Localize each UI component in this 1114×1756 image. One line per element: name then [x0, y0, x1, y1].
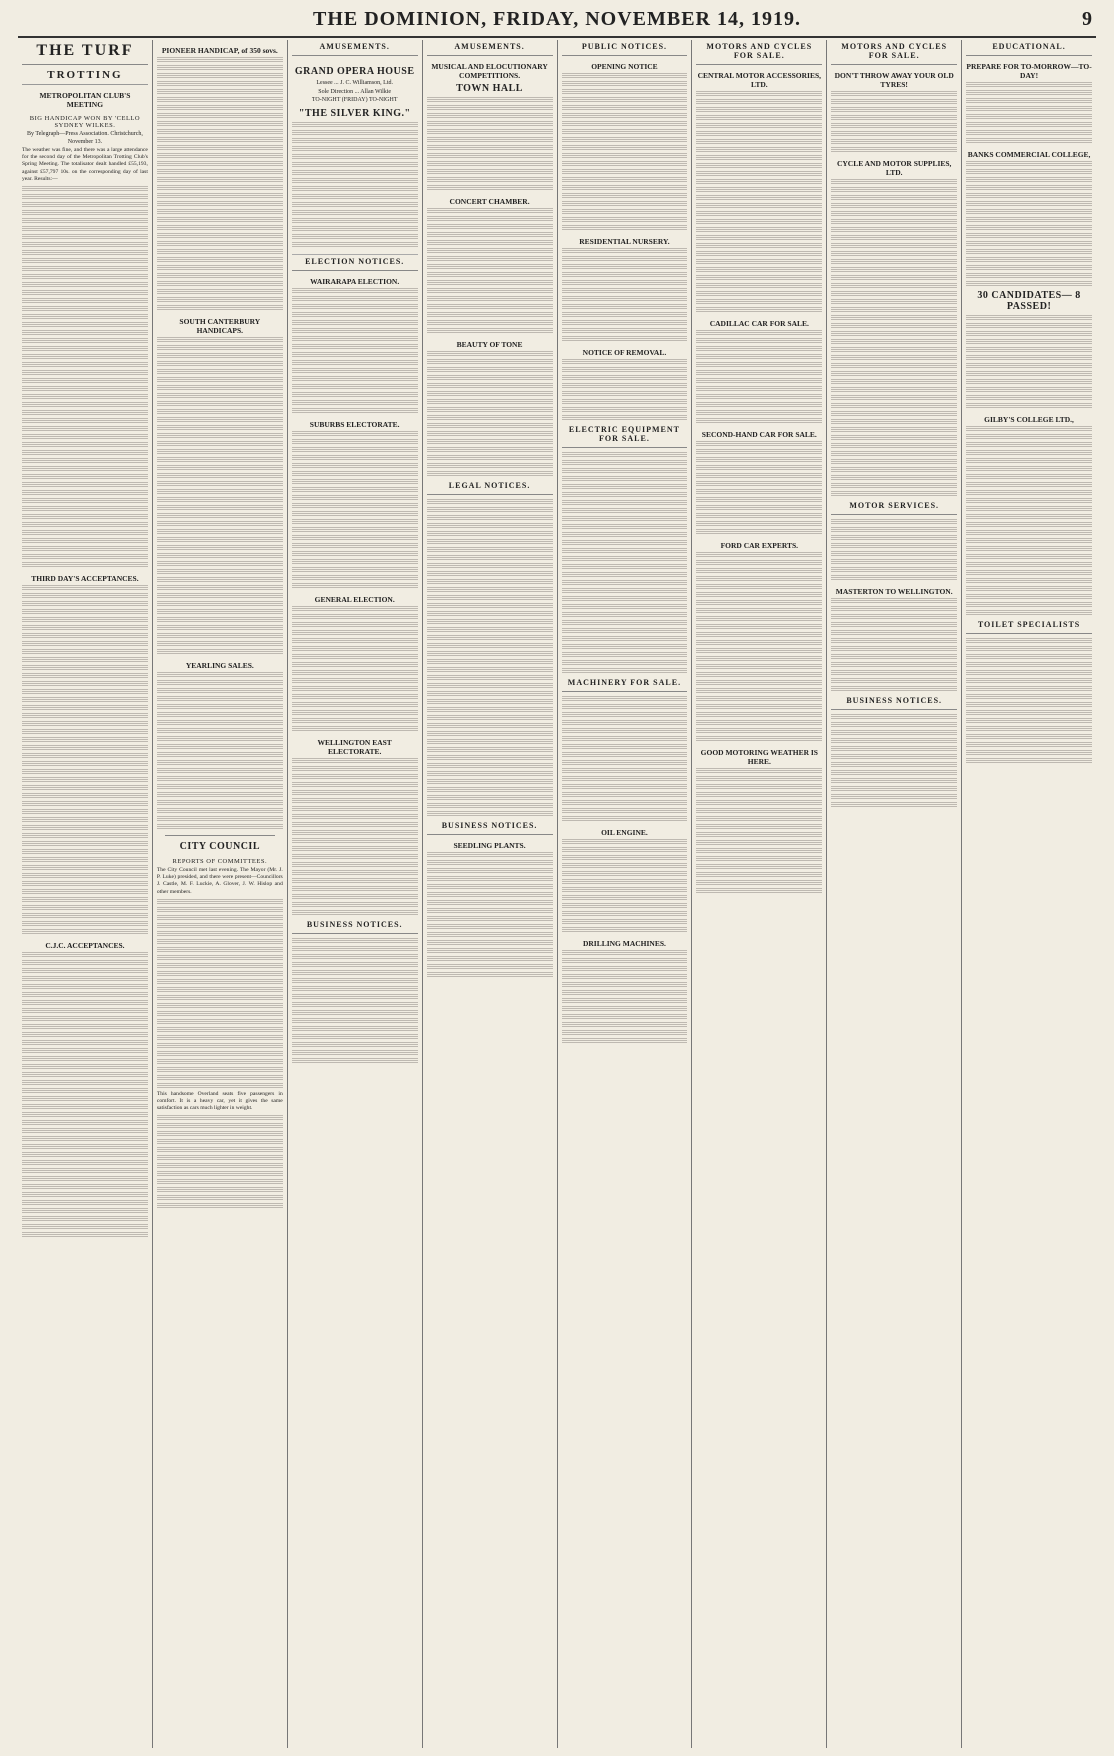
article-body: The weather was fine, and there was a large attendance for the second day of the Metropolitan Trotting Club's Spring Meeting. The totalisator dealt handled £55,193, against £57,797 10s. on the corresponding day of last year. Results:—: [22, 147, 148, 182]
article-heading: CITY COUNCIL: [179, 841, 260, 852]
article-body: This handsome Overland seats five passengers in comfort. It is a heavy car, yet it gives the same satisfaction as cars much lighter in weight.: [156, 1090, 283, 1112]
article-heading: SOUTH CANTERBURY HANDICAPS.: [179, 317, 261, 335]
column-header: AMUSEMENTS.: [292, 40, 418, 56]
column-header: ELECTRIC EQUIPMENT FOR SALE.: [562, 423, 688, 448]
column-motors-2: MOTORS AND CYCLES FOR SALE. DON'T THROW AWAY YOUR OLD TYRES! CYCLE AND MOTOR SUPPLIES, LTD. MOTOR SERVICES. MASTERTON TO WELLINGTON. BUSINESS NOTICES.: [827, 40, 962, 1748]
column-header: AMUSEMENTS.: [427, 40, 553, 56]
article-body: The City Council met last evening. The Mayor (Mr. J. P. Luke) presided, and there were present—Councillors J. Castle, M. F. Luckie, A. Glover, J. W. Hislop and other members.: [156, 867, 283, 895]
subsection-title: TROTTING: [22, 69, 148, 85]
article-heading: METROPOLITAN CLUB'S MEETING: [39, 91, 131, 109]
column-header: BUSINESS NOTICES.: [292, 918, 418, 934]
column-educational: EDUCATIONAL. PREPARE FOR TO-MORROW—TO-DAY! BANKS COMMERCIAL COLLEGE, 30 CANDIDATES— 8 PASSED! GILBY'S COLLEGE LTD., TOILET SPECIALISTS: [962, 40, 1096, 1748]
column-turf: [18, 40, 153, 1748]
section-title: THE TURF: [22, 40, 148, 65]
article-heading: C.J.C. ACCEPTANCES.: [45, 941, 125, 951]
column-header: PUBLIC NOTICES.: [562, 40, 688, 56]
column-header: MOTOR SERVICES.: [831, 499, 957, 515]
masthead-title: THE DOMINION, FRIDAY, NOVEMBER 14, 1919.: [312, 8, 801, 30]
ad-title: GRAND OPERA HOUSE: [294, 66, 415, 77]
column-header: ELECTION NOTICES.: [292, 255, 418, 271]
column-amusements-elections: AMUSEMENTS. GRAND OPERA HOUSE Lessee ... J. C. Williamson, Ltd. Sole Direction ... Allan Wilkie TO-NIGHT (FRIDAY) TO-NIGHT "THE SILVER KING." ELECTION NOTICES. WAIRARAPA ELECTION. SUBURBS ELECTORATE. GENERAL ELECTION. WELLINGTON EAST ELECTORATE. BUSINESS NOTICES.: [288, 40, 423, 1748]
column-header: MOTORS AND CYCLES FOR SALE.: [831, 40, 957, 65]
column-handicaps: [153, 40, 288, 1748]
column-header: EDUCATIONAL.: [966, 40, 1092, 56]
column-header: BUSINESS NOTICES.: [831, 694, 957, 710]
column-public-notices: PUBLIC NOTICES. OPENING NOTICE RESIDENTIAL NURSERY. NOTICE OF REMOVAL. ELECTRIC EQUIPMENT FOR SALE. MACHINERY FOR SALE. OIL ENGINE. DRILLING MACHINES.: [558, 40, 693, 1748]
column-amusements-legal: AMUSEMENTS. MUSICAL AND ELOCUTIONARY COMPETITIONS. TOWN HALL CONCERT CHAMBER. BEAUTY OF TONE LEGAL NOTICES. BUSINESS NOTICES. SEEDLING PLANTS.: [423, 40, 558, 1748]
column-header: MOTORS AND CYCLES FOR SALE.: [696, 40, 822, 65]
byline: By Telegraph—Press Association. Christchurch, November 13.: [26, 131, 143, 145]
columns: [18, 40, 1096, 1748]
article-heading: THIRD DAY'S ACCEPTANCES.: [31, 574, 139, 584]
page-number: 9: [1082, 8, 1092, 30]
column-header: MACHINERY FOR SALE.: [562, 676, 688, 692]
article-heading: PIONEER HANDICAP, of 350 sovs.: [161, 46, 278, 55]
article-subheading: REPORTS OF COMMITTEES.: [172, 858, 268, 865]
column-header: TOILET SPECIALISTS: [966, 618, 1092, 634]
ad-opera-house: GRAND OPERA HOUSE Lessee ... J. C. Williamson, Ltd. Sole Direction ... Allan Wilkie TO-NIGHT (FRIDAY) TO-NIGHT "THE SILVER KING.": [292, 60, 418, 255]
column-motors-1: MOTORS AND CYCLES FOR SALE. CENTRAL MOTOR ACCESSORIES, LTD. CADILLAC CAR FOR SALE. SECOND-HAND CAR FOR SALE. FORD CAR EXPERTS. GOOD MOTORING WEATHER IS HERE.: [692, 40, 827, 1748]
article-subheading: BIG HANDICAP WON BY 'CELLO SYDNEY WILKES.: [29, 115, 141, 129]
column-header: BUSINESS NOTICES.: [427, 819, 553, 835]
masthead: [18, 6, 1096, 38]
article-heading: YEARLING SALES.: [185, 661, 254, 670]
column-header: LEGAL NOTICES.: [427, 479, 553, 495]
